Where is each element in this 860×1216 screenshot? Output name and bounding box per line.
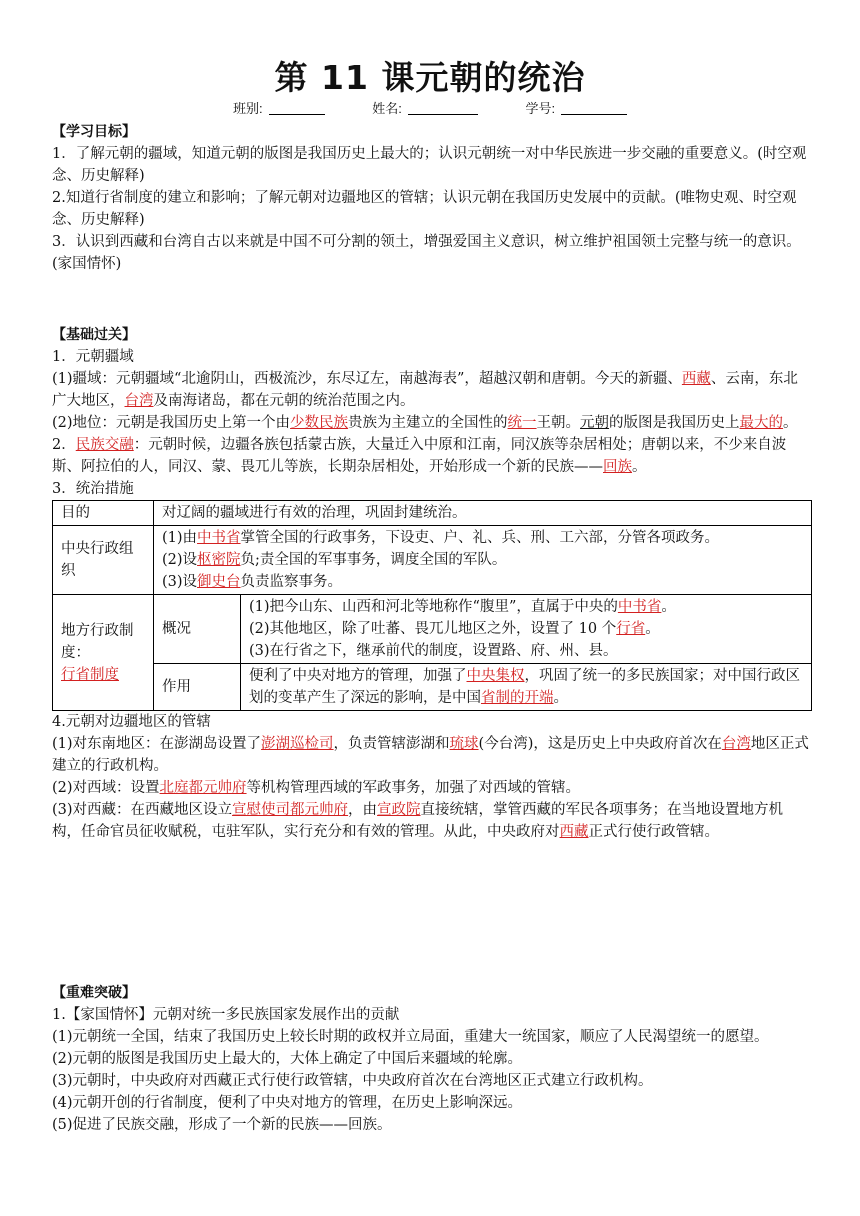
basics-heading: 【基础过关】 [52,327,136,343]
sub-text-overview: (1)把今山东、山西和河北等地称作“腹里”，直属于中央的中书省。 (2)其他地区，除了吐蕃、畏兀儿地区之外，设置了 10 个行省。 (3)在行省之下，继承前代的制度，设置路、府、州、县。 [241,595,812,664]
sub-label-effect: 作用 [154,664,241,711]
status-paragraph: (2)地位：元朝是我国历史上第一个由少数民族贵族为主建立的全国性的统一王朝。元朝的版图是我国历史上最大的。 [52,415,798,431]
basics-s4-title: 4.元朝对边疆地区的管辖 [52,714,211,730]
name-field [372,98,478,117]
table-row [53,595,812,664]
row-label-purpose: 目的 [53,501,154,526]
basics-s1-title: 1．元朝疆域 [52,349,134,365]
ethnic-fusion-paragraph: 2．民族交融：元朝时候，边疆各族包括蒙古族，大量迁入中原和江南，同汉族等杂居相处；唐朝以来，不少来自波斯、阿拉伯的人，同汉、蒙、畏兀儿等族，长期杂居相处，开始形成一个新的民族——回族。 [52,437,787,475]
table-row [53,526,812,595]
class-label: 班别: [232,101,263,116]
page-title: 第 11 课元朝的统治 [274,58,586,97]
territory-paragraph: (1)疆域：元朝疆域“北逾阴山，西极流沙，东尽辽左，南越海表”，超越汉朝和唐朝。今天的新疆、西藏、云南，东北广大地区，台湾及南海诸岛，都在元朝的统治范围之内。 [52,371,798,409]
keypoints-section [52,982,812,1136]
name-label: 姓名: [372,101,402,116]
governance-table [52,500,812,711]
row-label-central: 中央行政组织 [53,526,154,595]
keypoints-heading: 【重难突破】 [52,985,136,1001]
row-text-central: (1)由中书省掌管全国的行政事务，下设吏、户、礼、兵、刑、工六部，分管各项政务。 (2)设枢密院负;责全国的军事事务，调度全国的军队。 (3)设御史台负责监察事务。 [154,526,812,595]
keypoint-item: (4)元朝开创的行省制度，便利了中央对地方的管理，在历史上影响深远。 [52,1095,523,1111]
learning-goals [52,121,812,275]
basics-s3-title: 3．统治措施 [52,481,134,497]
name-blank[interactable] [408,101,478,115]
keypoint-item: (2)元朝的版图是我国历史上最大的，大体上确定了中国后来疆域的轮廓。 [52,1051,523,1067]
keypoint-item: (5)促进了民族交融，形成了一个新的民族——回族。 [52,1117,392,1133]
keypoint-item: (1)元朝统一全国，结束了我国历史上较长时期的政权并立局面，重建大一统国家，顺应了人民渴望统一的愿望。 [52,1029,769,1045]
goal-item: 2.知道行省制度的建立和影响；了解元朝对边疆地区的管辖；认识元朝在我国历史发展中的贡献。(唯物史观、时空观念、历史解释) [52,190,797,228]
student-info-row [0,98,860,117]
row-label-local: 地方行政制度： 行省制度 [53,595,154,711]
class-blank[interactable] [269,101,325,115]
western-regions-paragraph: (2)对西域：设置北庭都元帅府等机构管理西域的军政事务，加强了对西域的管辖。 [52,780,581,796]
tibet-paragraph: (3)对西藏：在西藏地区设立宣慰使司都元帅府，由宣政院直接统辖，掌管西藏的军民各项事务；在当地设置地方机构，任命官员征收赋税，屯驻军队，实行充分和有效的管理。从此，中央政府对西藏正式行使行政管辖。 [52,802,784,840]
basics-section [52,324,812,843]
id-blank[interactable] [561,101,627,115]
row-text-purpose: 对辽阔的疆域进行有效的治理，巩固封建统治。 [154,501,812,526]
keypoint-item: (3)元朝时，中央政府对西藏正式行使行政管辖，中央政府首次在台湾地区正式建立行政机构。 [52,1073,653,1089]
id-label: 学号: [525,101,556,116]
sub-label-overview: 概况 [154,595,241,664]
goal-item: 3．认识到西藏和台湾自古以来就是中国不可分割的领土，增强爱国主义意识，树立维护祖国领土完整与统一的意识。(家国情怀) [52,234,801,272]
goal-item: 1．了解元朝的疆域，知道元朝的版图是我国历史上最大的；认识元朝统一对中华民族进一步交融的重要意义。(时空观念、历史解释) [52,146,807,184]
id-field [525,98,627,117]
goals-heading: 【学习目标】 [52,124,136,140]
southeast-paragraph: (1)对东南地区：在澎湖岛设置了澎湖巡检司，负责管辖澎湖和琉球(今台湾)，这是历史上中央政府首次在台湾地区正式建立的行政机构。 [52,736,809,774]
table-row [53,501,812,526]
table-row [53,664,812,711]
sub-text-effect: 便利了中央对地方的管理，加强了中央集权，巩固了统一的多民族国家；对中国行政区划的变革产生了深远的影响，是中国省制的开端。 [241,664,812,711]
class-field [233,98,325,117]
keypoints-title: 1.【家国情怀】元朝对统一多民族国家发展作出的贡献 [52,1007,400,1023]
